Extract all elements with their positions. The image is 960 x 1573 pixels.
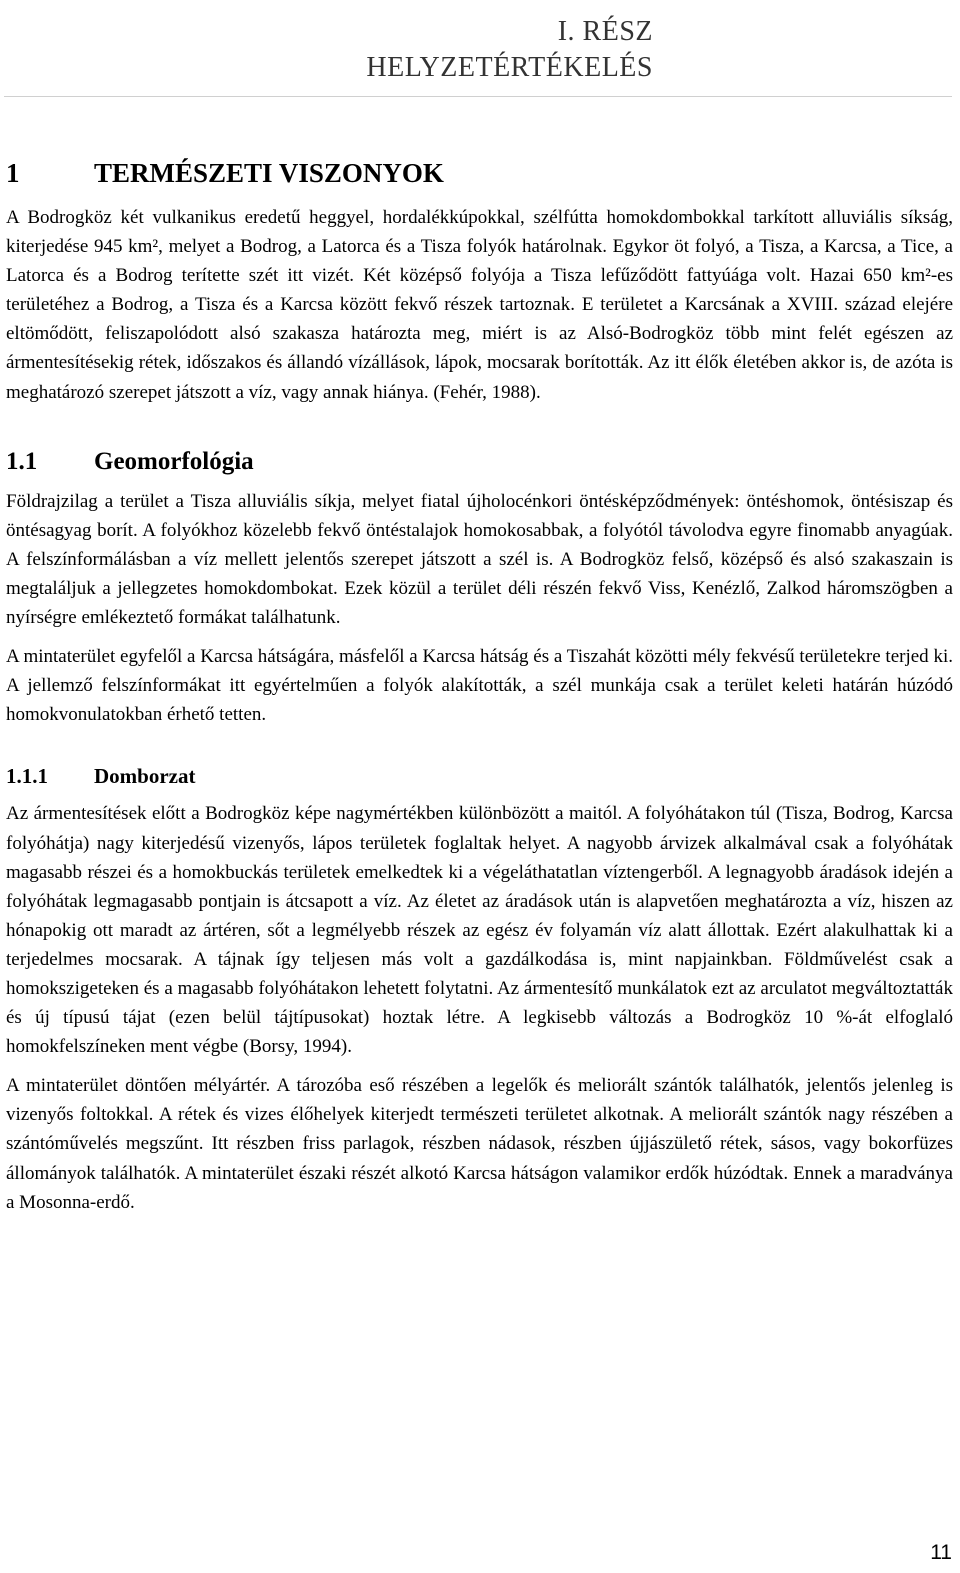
header-part-label: I. RÉSZ: [557, 16, 653, 47]
section-heading: [6, 155, 953, 191]
section-title: TERMÉSZETI VISZONYOK: [94, 158, 444, 188]
section-number: 1: [6, 158, 20, 188]
subsubsection-title: Domborzat: [94, 764, 196, 789]
subsubsection-heading: [6, 761, 953, 791]
subsection-number: 1.1: [6, 447, 38, 475]
header-divider: [4, 96, 952, 97]
header-part-title: HELYZETÉRTÉKELÉS: [366, 52, 653, 83]
subsection-title: Geomorfológia: [94, 447, 254, 475]
running-header: [253, 14, 653, 86]
paragraph: A Bodrogköz két vulkanikus eredetű heggyel, hordalékkúpokkal, szélfútta homokdombokkal tarkított alluviális síkság, kiterjedése 945 km², melyet a Bodrog, a Latorca és a Tisza folyók határolnak. Egykor öt folyó, a Tisza, a Karcsa, a Tice, a Latorca és a Bodrog terítette szét itt vizét. Két középső folyója a Tisza lefűződött fattyúága volt. Hazai 650 km²-es területéhez a Bodrog, a Tisza és a Karcsa között fekvő részek tartoznak. E területet a Karcsának a XVIII. század elejére eltömődött, feliszapolódott alsó szakasza határozta meg, miért is az Alsó-Bodrogköz több mint felét egészen az ármentesítésekig rétek, időszakos és állandó vízállások, lápok, mocsarak borították. Az itt élők életében akkor is, de azóta is meghatározó szerepet játszott a víz, vagy annak hiánya. (Fehér, 1988).: [6, 207, 953, 403]
subsection-heading: [6, 445, 953, 479]
paragraph: A mintaterület egyfelől a Karcsa hátságára, másfelől a Karcsa hátság és a Tiszahát közötti mély fekvésű területekre terjed ki. A jellemző felszínformákat itt egyértelműen a folyók alakították, a szél munkája csak a terület keleti határán húzódó homokvonulatokban érhető tetten.: [6, 646, 953, 726]
paragraph: Az ármentesítések előtt a Bodrogköz képe nagymértékben különbözött a maitól. A folyóhátakon túl (Tisza, Bodrog, Karcsa folyóhátja) nagy kiterjedésű vizenyős, lápos területek foglaltak helyet. A nagyobb árvizek alkalmával csak a folyóhátak magasabb részei és a homokbuckás területek emelkedtek ki a végeláthatatlan víztengerből. A legnagyobb áradások idején a folyóhátak legmagasabb pontjain is átcsapott a víz. Az életet az áradások után is alapvetően meghatározta a víz, hiszen az hónapokig ott maradt az ártéren, sőt a legmélyebb részek az egész év folyamán víz alatt állottak. Ezért alakulhattak ki a terjedelmes mocsarak. A tájnak így teljesen más volt a gazdálkodása is, mint napjainkban. Földművelést csak a homokszigeteken és a magasabb folyóhátakon lehetett folytatni. Az ármentesítő munkálatok ezt az arculatot megváltoztatták és új típusú tájat (ezen belül tájtípusokat) hoztak létre. A legkisebb változás a Bodrogköz 10 %-át elfoglaló homokfelszíneken ment végbe (Borsy, 1994).: [6, 803, 953, 1058]
paragraph: Földrajzilag a terület a Tisza alluviális síkja, melyet fiatal újholocénkori öntésképződmények: öntéshomok, öntésiszap és öntésagyag borít. A folyókhoz közelebb fekvő öntéstalajok homokosabbak, a folyótól távolodva egyre finomabb anyagúak. A felszínformálásban a víz mellett jelentős szerepet játszott a szél is. A Bodrogköz felső, középső és alsó szakaszain is megtaláljuk a jellegzetes homokdombokat. Ezek közül a terület déli részén fekvő Viss, Kenézlő, Zalkod háromszögben a nyírségre emlékeztető formákat találhatunk.: [6, 490, 953, 629]
page-body: [6, 150, 953, 1227]
page-number: 11: [930, 1541, 952, 1564]
subsubsection-number: 1.1.1: [6, 764, 48, 789]
paragraph: A mintaterület döntően mélyártér. A tározóba eső részében a legelők és meliorált szántók találhatók, jelentős jelenleg is vizenyős foltokkal. A rétek és vizes élőhelyek kiterjedt természeti területet alkotnak. A meliorált szántók nagy részében a szántóművelés megszűnt. Itt részben friss parlagok, részben nádasok, részben újjászülető rétek, sásos, vagy bokorfüzes állományok találhatók. A mintaterület északi részét alkotó Karcsa hátságon valamikor erdők húzódtak. Ennek a maradványa a Mosonna-erdő.: [6, 1075, 953, 1213]
